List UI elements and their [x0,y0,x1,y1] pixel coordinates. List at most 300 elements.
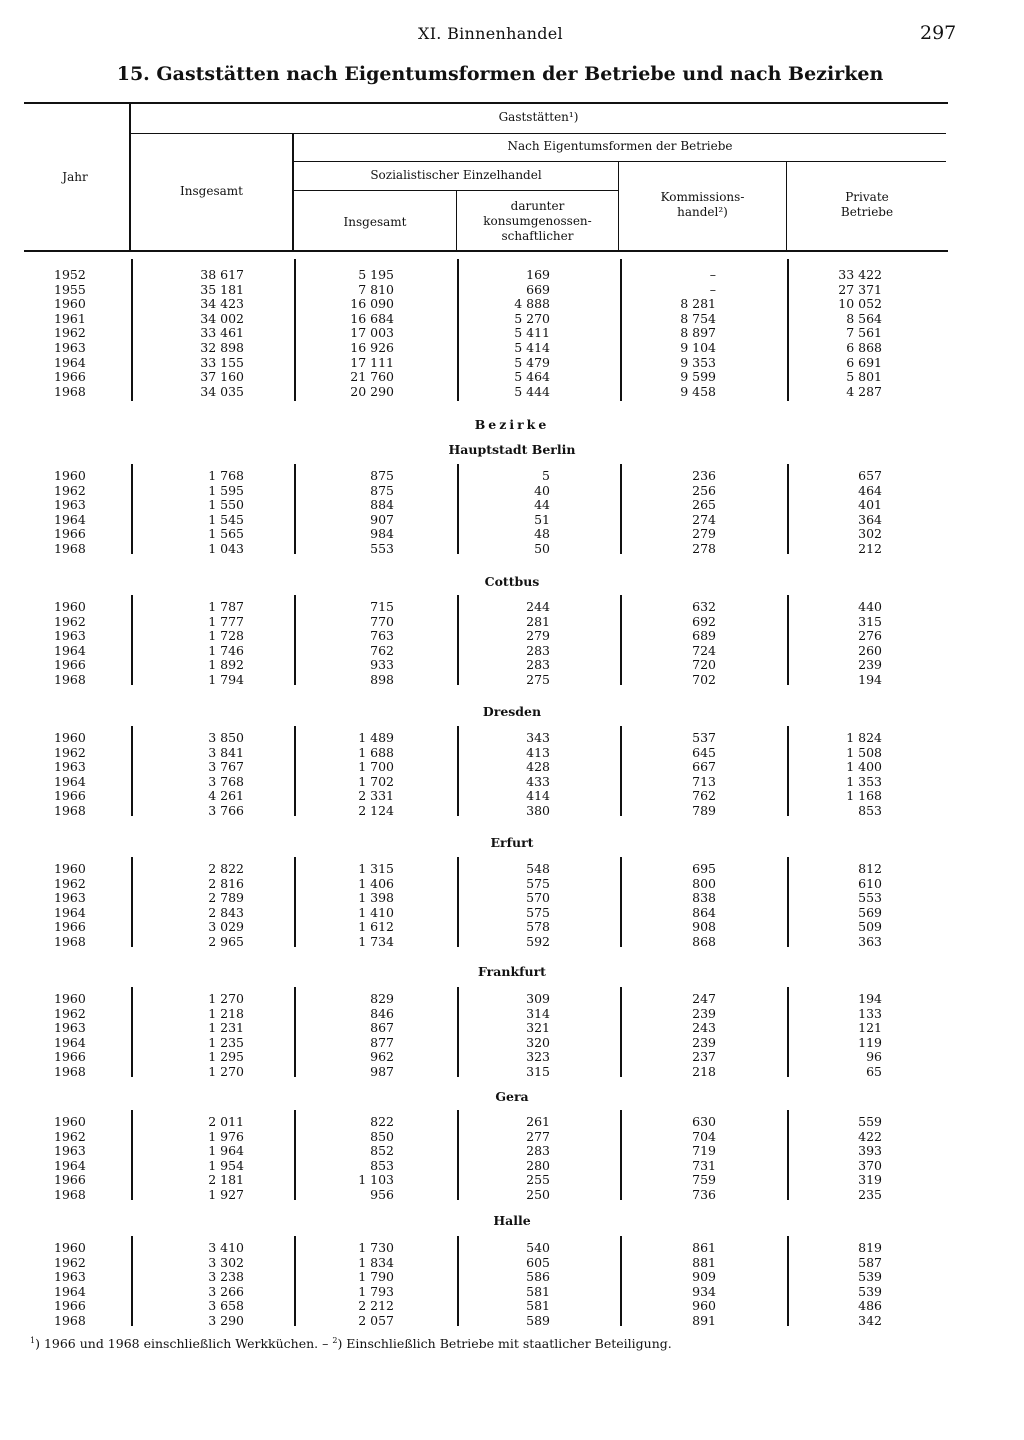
table-row [0,1114,1024,1129]
cell-soz-insgesamt: 853 [370,1157,394,1173]
cell-year: 1960 [54,991,86,1006]
table-row [0,1240,1024,1255]
cell-year: 1968 [54,1064,86,1079]
district-divider-5 [787,464,789,554]
district-divider-5 [787,857,789,947]
cell-kommission: 868 [692,934,716,949]
cell-konsum: 343 [526,730,550,745]
table-row [0,325,1024,340]
cell-private: 553 [858,890,882,906]
cell-insgesamt: 34 002 [200,310,244,326]
cell-year: 1963 [54,628,86,644]
cell-year: 1960 [54,296,86,312]
cell-insgesamt: 1 964 [208,1143,244,1159]
cell-year: 1968 [54,1187,86,1202]
cell-soz-insgesamt: 907 [370,511,394,527]
district-divider-1 [131,595,133,685]
cell-private: 6 868 [846,340,882,355]
cell-konsum: 581 [526,1298,550,1314]
cell-insgesamt: 1 565 [208,526,244,542]
cell-insgesamt: 3 767 [208,759,244,775]
cell-konsum: 44 [534,497,550,513]
cell-insgesamt: 1 777 [208,613,244,629]
cell-kommission: 762 [692,788,716,804]
cell-soz-insgesamt: 1 103 [358,1172,394,1188]
cell-insgesamt: 1 595 [208,482,244,498]
col-header-eigentumsformen: Nach Eigentumsformen der Betriebe [507,139,733,153]
district-divider-2 [294,464,296,554]
cell-soz-insgesamt: 16 926 [350,340,394,355]
cell-konsum: 428 [526,759,550,775]
cell-kommission: 838 [692,890,716,906]
cell-kommission: 704 [692,1128,716,1144]
cell-insgesamt: 3 768 [208,773,244,789]
table-row [0,1049,1024,1064]
cell-soz-insgesamt: 829 [370,991,394,1006]
cell-kommission: 724 [692,642,716,658]
cell-insgesamt: 37 160 [200,369,244,385]
cell-year: 1964 [54,642,86,658]
cell-year: 1966 [54,919,86,935]
cell-kommission: 667 [692,759,716,775]
cell-kommission: 9 104 [680,340,716,355]
cell-insgesamt: 1 728 [208,628,244,644]
cell-konsum: 5 270 [514,310,550,326]
cell-kommission: 9 599 [680,369,716,385]
cell-year: 1966 [54,657,86,673]
cell-kommission: – [709,267,716,282]
cell-kommission: 537 [692,730,716,745]
cell-kommission: 9 458 [680,383,716,399]
cell-insgesamt: 34 035 [200,383,244,399]
cell-soz-insgesamt: 1 410 [358,904,394,920]
district-title: Halle [493,1213,531,1228]
cell-private: 276 [858,628,882,644]
cell-konsum: 5 464 [514,369,550,385]
cell-kommission: 630 [692,1114,716,1129]
table-row [0,296,1024,311]
cell-konsum: 281 [526,613,550,629]
district-divider-5 [787,726,789,816]
cell-year: 1963 [54,340,86,355]
cell-insgesamt: 38 617 [200,267,244,282]
cell-insgesamt: 1 295 [208,1049,244,1065]
cell-private: 363 [858,934,882,949]
cell-konsum: 40 [534,482,550,498]
cell-soz-insgesamt: 1 730 [358,1240,394,1255]
header-bottom-rule [24,250,948,252]
cell-soz-insgesamt: 2 057 [358,1313,394,1328]
cell-kommission: 702 [692,672,716,687]
cell-private: 239 [858,657,882,673]
cell-year: 1962 [54,1254,86,1270]
col-header-priv-line1: Private [845,190,889,204]
cell-kommission: 789 [692,803,716,818]
table-row [0,905,1024,920]
cell-soz-insgesamt: 846 [370,1005,394,1021]
cell-konsum: 589 [526,1313,550,1328]
cell-kommission: 881 [692,1254,716,1270]
cell-soz-insgesamt: 1 700 [358,759,394,775]
cell-private: 342 [858,1313,882,1328]
cell-private: 610 [858,875,882,891]
cell-private: 559 [858,1114,882,1129]
cell-insgesamt: 33 155 [200,354,244,370]
cell-kommission: 800 [692,875,716,891]
cell-private: 812 [858,861,882,876]
col-header-gaststaetten: Gaststätten¹) [498,110,579,124]
district-title: Gera [495,1089,529,1104]
footnote-text-2: ) Einschließlich Betriebe mit staatlicher Beteiligung. [337,1336,672,1352]
cell-konsum: 5 [542,468,550,483]
cell-kommission: 736 [692,1187,716,1202]
footnote-mark-1: 1 [30,1336,36,1345]
cell-year: 1964 [54,354,86,370]
cell-private: 422 [858,1128,882,1144]
cell-konsum: 5 444 [514,383,550,399]
table-row [0,1313,1024,1328]
table-row [0,1143,1024,1158]
cell-kommission: 934 [692,1283,716,1299]
cell-konsum: 280 [526,1157,550,1173]
cell-kommission: 237 [692,1049,716,1065]
chapter-title: XI. Binnenhandel [418,24,563,43]
district-divider-4 [620,464,622,554]
district-divider-3 [457,464,459,554]
cell-private: 364 [858,511,882,527]
cell-soz-insgesamt: 2 124 [358,803,394,818]
district-divider-2 [294,1236,296,1326]
table-row [0,355,1024,370]
cell-year: 1962 [54,1005,86,1021]
cell-private: 235 [858,1187,882,1202]
cell-insgesamt: 3 290 [208,1313,244,1328]
district-divider-1 [131,1110,133,1200]
cell-insgesamt: 1 218 [208,1005,244,1021]
cell-konsum: 315 [526,1064,550,1079]
cell-insgesamt: 3 841 [208,744,244,760]
cell-year: 1960 [54,1114,86,1129]
cell-insgesamt: 1 927 [208,1187,244,1202]
cell-kommission: 256 [692,482,716,498]
cell-konsum: 605 [526,1254,550,1270]
cell-soz-insgesamt: 956 [370,1187,394,1202]
cell-soz-insgesamt: 715 [370,599,394,614]
cell-private: 4 287 [846,383,882,399]
cell-kommission: 247 [692,991,716,1006]
district-divider-4 [620,595,622,685]
cell-soz-insgesamt: 762 [370,642,394,658]
col-header-komm-line2: handel²) [677,205,728,219]
cell-soz-insgesamt: 1 315 [358,861,394,876]
district-divider-2 [294,726,296,816]
cell-insgesamt: 3 850 [208,730,244,745]
totals-divider-3 [457,259,459,401]
cell-insgesamt: 4 261 [208,788,244,804]
cell-private: 133 [858,1005,882,1021]
cell-private: 539 [858,1283,882,1299]
cell-soz-insgesamt: 21 760 [350,369,394,385]
cell-year: 1964 [54,1034,86,1050]
cell-konsum: 570 [526,890,550,906]
cell-year: 1968 [54,803,86,818]
table-row [0,282,1024,297]
cell-kommission: 960 [692,1298,716,1314]
cell-kommission: 279 [692,526,716,542]
cell-year: 1963 [54,890,86,906]
cell-private: 194 [858,991,882,1006]
cell-konsum: 380 [526,803,550,818]
cell-konsum: 578 [526,919,550,935]
cell-private: 539 [858,1269,882,1285]
cell-year: 1966 [54,1172,86,1188]
cell-insgesamt: 2 816 [208,875,244,891]
table-row [0,803,1024,818]
cell-kommission: 278 [692,541,716,556]
cell-soz-insgesamt: 867 [370,1020,394,1036]
col-header-soz-insgesamt: Insgesamt [343,215,407,229]
cell-soz-insgesamt: 1 793 [358,1283,394,1299]
district-divider-5 [787,595,789,685]
totals-divider-1 [131,259,133,401]
table-row [0,657,1024,672]
cell-soz-insgesamt: 770 [370,613,394,629]
cell-private: 7 561 [846,325,882,341]
table-row [0,340,1024,355]
cell-insgesamt: 3 029 [208,919,244,935]
district-title: Erfurt [490,835,534,850]
cell-private: 1 824 [846,730,882,745]
cell-insgesamt: 1 235 [208,1034,244,1050]
district-divider-1 [131,1236,133,1326]
cell-private: 370 [858,1157,882,1173]
cell-private: 8 564 [846,310,882,326]
cell-kommission: 891 [692,1313,716,1328]
table-row [0,861,1024,876]
district-divider-3 [457,857,459,947]
cell-konsum: 261 [526,1114,550,1129]
cell-year: 1952 [54,267,86,282]
cell-insgesamt: 3 766 [208,803,244,818]
cell-year: 1968 [54,541,86,556]
cell-insgesamt: 2 789 [208,890,244,906]
cell-insgesamt: 1 768 [208,468,244,483]
table-row [0,1020,1024,1035]
table-row [0,991,1024,1006]
cell-private: 1 353 [846,773,882,789]
cell-kommission: 720 [692,657,716,673]
district-divider-4 [620,987,622,1077]
cell-konsum: 283 [526,642,550,658]
running-head [0,24,1024,48]
cell-insgesamt: 3 410 [208,1240,244,1255]
table-row [0,1035,1024,1050]
cell-private: 569 [858,904,882,920]
table-title: 15. Gaststätten nach Eigentumsformen der Betriebe und nach Bezirken [116,63,884,85]
cell-konsum: 48 [534,526,550,542]
district-divider-5 [787,1236,789,1326]
cell-soz-insgesamt: 20 290 [350,383,394,399]
cell-insgesamt: 1 787 [208,599,244,614]
table-row [0,483,1024,498]
cell-private: 6 691 [846,354,882,370]
totals-divider-2 [294,259,296,401]
cell-private: 587 [858,1254,882,1270]
cell-kommission: 274 [692,511,716,527]
cell-kommission: 719 [692,1143,716,1159]
district-divider-2 [294,595,296,685]
cell-konsum: 283 [526,1143,550,1159]
cell-konsum: 5 411 [514,325,550,341]
district-divider-3 [457,987,459,1077]
table-row [0,1269,1024,1284]
cell-insgesamt: 33 461 [200,325,244,341]
section-label-bezirke: Bezirke [474,417,550,432]
cell-soz-insgesamt: 962 [370,1049,394,1065]
cell-soz-insgesamt: 1 489 [358,730,394,745]
table-row [0,526,1024,541]
district-divider-2 [294,857,296,947]
cell-year: 1968 [54,672,86,687]
cell-konsum: 413 [526,744,550,760]
cell-private: 119 [858,1034,882,1050]
table-row [0,599,1024,614]
table-row [0,643,1024,658]
cell-private: 440 [858,599,882,614]
table-row [0,1129,1024,1144]
cell-kommission: – [709,281,716,297]
cell-kommission: 239 [692,1034,716,1050]
cell-kommission: 864 [692,904,716,920]
cell-kommission: 645 [692,744,716,760]
cell-kommission: 9 353 [680,354,716,370]
cell-soz-insgesamt: 822 [370,1114,394,1129]
footnote [30,1336,990,1351]
cell-soz-insgesamt: 553 [370,541,394,556]
cell-year: 1964 [54,1283,86,1299]
cell-soz-insgesamt: 850 [370,1128,394,1144]
cell-kommission: 909 [692,1269,716,1285]
cell-kommission: 8 281 [680,296,716,312]
cell-year: 1962 [54,1128,86,1144]
table-row [0,614,1024,629]
cell-year: 1955 [54,281,86,297]
col-header-komm-line1: Kommissions- [660,190,745,204]
cell-konsum: 250 [526,1187,550,1202]
cell-private: 819 [858,1240,882,1255]
cell-private: 5 801 [846,369,882,385]
cell-soz-insgesamt: 1 406 [358,875,394,891]
cell-konsum: 275 [526,672,550,687]
cell-private: 509 [858,919,882,935]
cell-insgesamt: 1 550 [208,497,244,513]
district-divider-2 [294,987,296,1077]
cell-private: 10 052 [838,296,882,312]
district-divider-4 [620,1110,622,1200]
table-row [0,267,1024,282]
cell-year: 1963 [54,497,86,513]
cell-konsum: 244 [526,599,550,614]
cell-kommission: 236 [692,468,716,483]
table-row [0,759,1024,774]
cell-soz-insgesamt: 5 195 [358,267,394,282]
cell-konsum: 575 [526,875,550,891]
cell-year: 1964 [54,904,86,920]
cell-year: 1963 [54,1269,86,1285]
table-row [0,512,1024,527]
cell-konsum: 4 888 [514,296,550,312]
cell-insgesamt: 2 181 [208,1172,244,1188]
cell-year: 1962 [54,325,86,341]
cell-year: 1966 [54,788,86,804]
cell-year: 1968 [54,934,86,949]
cell-private: 464 [858,482,882,498]
table-row [0,788,1024,803]
table-row [0,774,1024,789]
cell-private: 315 [858,613,882,629]
cell-kommission: 861 [692,1240,716,1255]
table-row [0,1298,1024,1313]
cell-kommission: 689 [692,628,716,644]
col-header-sozialistisch: Sozialistischer Einzelhandel [370,168,542,182]
cell-kommission: 692 [692,613,716,629]
cell-kommission: 713 [692,773,716,789]
cell-soz-insgesamt: 2 331 [358,788,394,804]
cell-insgesamt: 1 892 [208,657,244,673]
cell-private: 302 [858,526,882,542]
cell-year: 1962 [54,744,86,760]
cell-insgesamt: 2 843 [208,904,244,920]
district-divider-4 [620,726,622,816]
header-rule-gaststaetten [131,133,946,134]
cell-soz-insgesamt: 877 [370,1034,394,1050]
district-divider-3 [457,726,459,816]
cell-kommission: 8 897 [680,325,716,341]
table-row [0,890,1024,905]
district-title: Cottbus [484,574,540,589]
cell-insgesamt: 1 270 [208,991,244,1006]
table-row [0,876,1024,891]
district-divider-3 [457,595,459,685]
cell-year: 1964 [54,511,86,527]
cell-private: 319 [858,1172,882,1188]
cell-private: 486 [858,1298,882,1314]
cell-soz-insgesamt: 875 [370,468,394,483]
cell-konsum: 320 [526,1034,550,1050]
table-row [0,497,1024,512]
cell-year: 1966 [54,1049,86,1065]
district-divider-5 [787,1110,789,1200]
cell-konsum: 540 [526,1240,550,1255]
cell-soz-insgesamt: 1 612 [358,919,394,935]
cell-private: 393 [858,1143,882,1159]
district-divider-4 [620,857,622,947]
table-row [0,311,1024,326]
table-row [0,730,1024,745]
cell-year: 1966 [54,526,86,542]
cell-kommission: 695 [692,861,716,876]
district-divider-1 [131,464,133,554]
cell-private: 194 [858,672,882,687]
district-divider-1 [131,726,133,816]
cell-insgesamt: 3 238 [208,1269,244,1285]
cell-konsum: 548 [526,861,550,876]
cell-konsum: 5 414 [514,340,550,355]
col-header-priv-line2: Betriebe [840,205,894,219]
cell-insgesamt: 2 965 [208,934,244,949]
cell-private: 260 [858,642,882,658]
cell-konsum: 581 [526,1283,550,1299]
